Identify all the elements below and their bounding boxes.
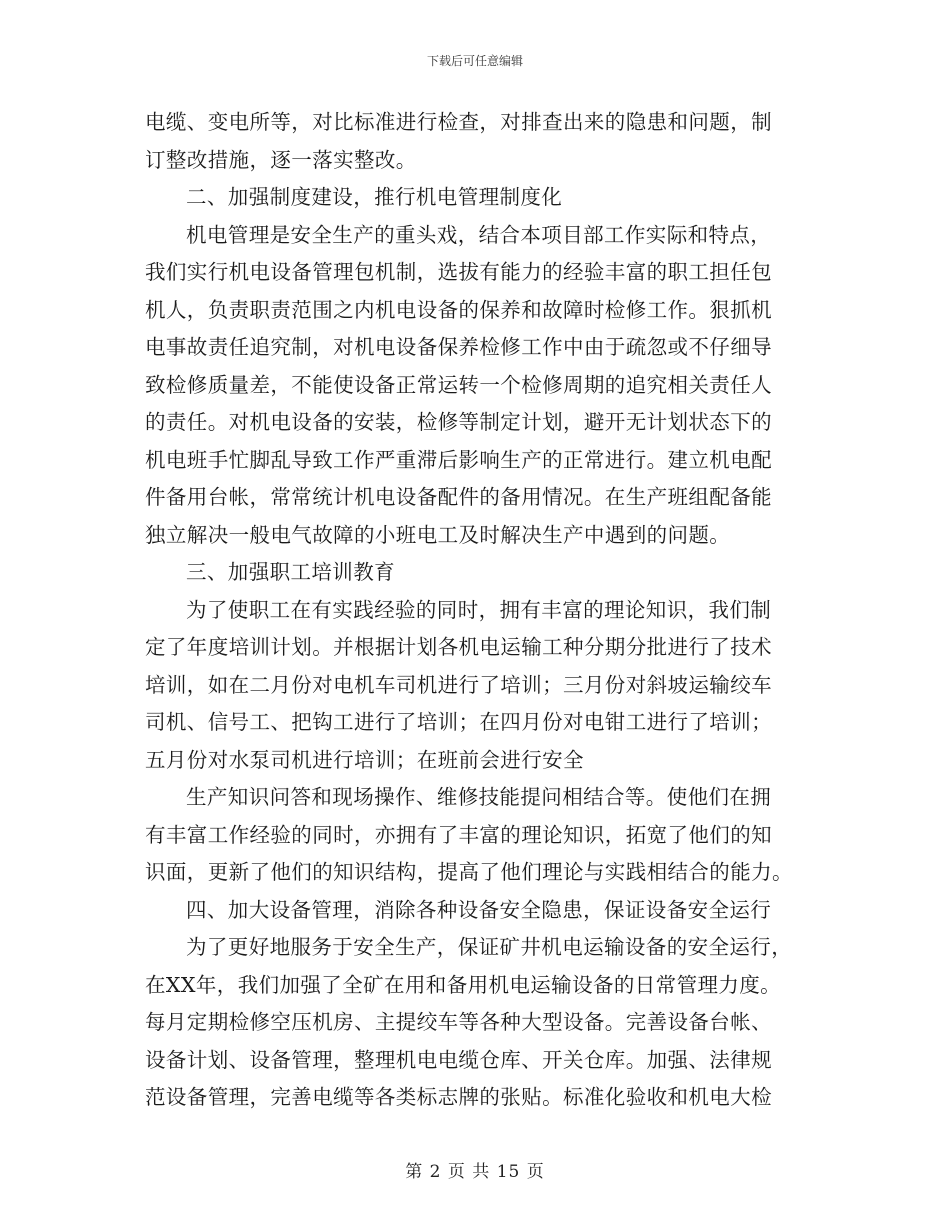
page-footer: 第 2 页 共 15 页 bbox=[405, 1162, 545, 1182]
text-line: 电缆、变电所等，对比标准进行检查，对排查出来的隐患和问题，制 bbox=[145, 110, 772, 134]
text-line: 生产知识问答和现场操作、维修技能提问相结合等。使他们在拥 bbox=[186, 785, 772, 809]
text-line: 订整改措施，逐一落实整改。 bbox=[145, 147, 417, 172]
text-line: 司机、信号工、把钩工进行了培训；在四月份对电钳工进行了培训； bbox=[145, 710, 772, 734]
text-line: 为了使职工在有实践经验的同时，拥有丰富的理论知识，我们制 bbox=[186, 597, 772, 622]
text-line: 机人，负责职责范围之内机电设备的保养和故障时检修工作。狠抓机 bbox=[145, 297, 772, 322]
text-line: 设备计划、设备管理，整理机电电缆仓库、开关仓库。加强、法律规 bbox=[145, 1047, 772, 1072]
text-line: 每月定期检修空压机房、主提绞车等各种大型设备。完善设备台帐、 bbox=[145, 1010, 772, 1034]
text-line: 的责任。对机电设备的安装，检修等制定计划，避开无计划状态下的 bbox=[145, 410, 772, 434]
text-line: 为了更好地服务于安全生产，保证矿井机电运输设备的安全运行， bbox=[186, 935, 793, 959]
text-line: 五月份对水泵司机进行培训；在班前会进行安全 bbox=[145, 747, 584, 772]
text-line: 培训，如在二月份对电机车司机进行了培训；三月份对斜坡运输绞车 bbox=[145, 672, 772, 697]
text-line: 范设备管理，完善电缆等各类标志牌的张贴。标准化验收和机电大检 bbox=[145, 1085, 772, 1109]
text-line: 件备用台帐，常常统计机电设备配件的备用情况。在生产班组配备能 bbox=[145, 485, 772, 509]
text-line: 电事故责任追究制，对机电设备保养检修工作中由于疏忽或不仔细导 bbox=[145, 335, 772, 359]
text-line: 定了年度培训计划。并根据计划各机电运输工种分期分批进行了技术 bbox=[145, 635, 772, 659]
text-line: 二、加强制度建设，推行机电管理制度化 bbox=[186, 185, 563, 209]
text-line: 机电班手忙脚乱导致工作严重滞后影响生产的正常进行。建立机电配 bbox=[145, 447, 772, 472]
text-line: 致检修质量差，不能使设备正常运转一个检修周期的追究相关责任人 bbox=[145, 372, 772, 397]
text-line: 机电管理是安全生产的重头戏，结合本项目部工作实际和特点， bbox=[186, 222, 772, 247]
text-line: 四、加大设备管理，消除各种设备安全隐患，保证设备安全运行 bbox=[186, 897, 772, 922]
text-line: 三、加强职工培训教育 bbox=[186, 560, 395, 584]
document-body bbox=[145, 104, 805, 1117]
text-line: 我们实行机电设备管理包机制，选拔有能力的经验丰富的职工担任包 bbox=[145, 260, 772, 284]
page-header: 下载后可任意编辑 bbox=[426, 54, 523, 68]
text-line: 独立解决一般电气故障的小班电工及时解决生产中遇到的问题。 bbox=[145, 522, 731, 547]
text-line: 有丰富工作经验的同时，亦拥有了丰富的理论知识，拓宽了他们的知 bbox=[145, 822, 772, 847]
text-line: 识面，更新了他们的知识结构，提高了他们理论与实践相结合的能力。 bbox=[145, 860, 793, 884]
text-line: 在XX年，我们加强了全矿在用和备用机电运输设备的日常管理力度。 bbox=[145, 972, 782, 997]
